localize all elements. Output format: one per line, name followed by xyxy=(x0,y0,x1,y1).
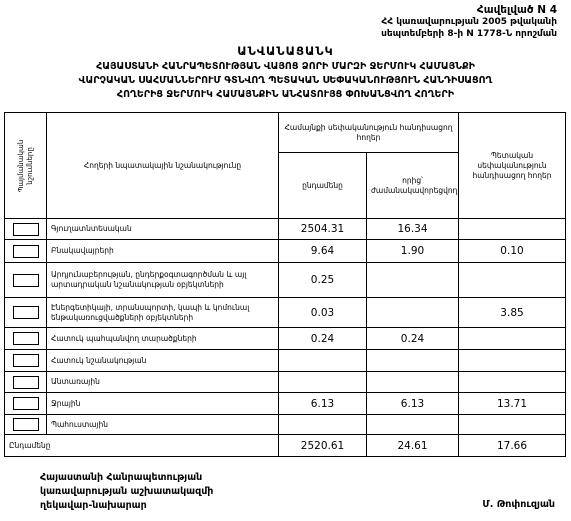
row-subset xyxy=(367,263,459,298)
row-total xyxy=(279,415,367,435)
row-total: 6.13 xyxy=(279,393,367,415)
appendix-line-3: սեպտեմբերի 8-ի N 1778-Ն որոշման xyxy=(381,29,557,39)
table-row xyxy=(5,415,566,435)
row-label: Բնակավայրերի xyxy=(47,240,279,263)
table-row xyxy=(5,372,566,393)
row-total: 0.03 xyxy=(279,298,367,328)
legend-swatch xyxy=(13,397,39,410)
row-subset: 0.24 xyxy=(367,328,459,350)
signatory-block xyxy=(40,471,213,513)
row-state: 0.10 xyxy=(459,240,566,263)
row-total xyxy=(279,350,367,372)
total-state: 17.66 xyxy=(459,435,566,457)
table-row xyxy=(5,328,566,350)
header-community-group: Համայնքի սեփականություն հանդիսացող հողեր xyxy=(279,113,459,153)
legend-swatch xyxy=(13,245,39,258)
row-subset: 16.34 xyxy=(367,219,459,240)
signatory-line-3: ղեկավար-նախարար xyxy=(40,500,147,511)
row-label: Հատուկ նշանակության xyxy=(47,350,279,372)
header-state: Պետական սեփականություն հանդիսացող հողեր xyxy=(459,113,566,219)
row-subset xyxy=(367,298,459,328)
legend-swatch xyxy=(13,332,39,345)
document-title xyxy=(0,44,571,102)
row-state: 13.71 xyxy=(459,393,566,415)
table-row xyxy=(5,298,566,328)
title-line-1: ՀԱՅԱՍՏԱՆԻ ՀԱՆՐԱՊԵՏՈՒԹՅԱՆ ՎԱՅՈՑ ՁՈՐԻ ՄԱՐԶԻ ՋԵՐՄՈՒԿ ՀԱՄԱՅՆՔԻ xyxy=(96,61,475,72)
legend-swatch xyxy=(13,376,39,389)
row-label: Հատուկ պահպանվող տարածքների xyxy=(47,328,279,350)
table-row xyxy=(5,350,566,372)
table-row xyxy=(5,219,566,240)
row-state xyxy=(459,263,566,298)
appendix-number: Հավելված N 4 xyxy=(476,4,557,16)
title-main: ԱՆՎԱՆԱՑԱՆԿ xyxy=(237,44,334,58)
legend-swatch xyxy=(13,306,39,319)
row-subset xyxy=(367,350,459,372)
legend-swatch xyxy=(13,223,39,236)
row-label: Արդյունաբերության, ընդերքօգտագործման և այլ արտադրական նշանակության օբյեկտների xyxy=(47,263,279,298)
row-total: 0.24 xyxy=(279,328,367,350)
row-state xyxy=(459,219,566,240)
row-total: 2504.31 xyxy=(279,219,367,240)
row-state xyxy=(459,415,566,435)
table-row xyxy=(5,263,566,298)
row-state xyxy=(459,328,566,350)
row-subset xyxy=(367,372,459,393)
row-state xyxy=(459,350,566,372)
header-community-total: ընդամենը xyxy=(279,153,367,219)
row-label: Ջրային xyxy=(47,393,279,415)
row-label: Անտառային xyxy=(47,372,279,393)
legend-swatch xyxy=(13,274,39,287)
row-total: 9.64 xyxy=(279,240,367,263)
table-row xyxy=(5,393,566,415)
row-total xyxy=(279,372,367,393)
title-line-2: ՎԱՐՉԱԿԱՆ ՍԱՀՄԱՆՆԵՐՈՒՄ ԳՏՆՎՈՂ ՊԵՏԱԿԱՆ ՍԵՓԱԿԱՆՈՒԹՅՈՒՆ ՀԱՆԴԻՍԱՑՈՂ xyxy=(78,75,493,86)
total-label: Ընդամենը xyxy=(5,435,279,457)
appendix-line-2: ՀՀ կառավարության 2005 թվականի xyxy=(381,17,557,27)
total-subset: 24.61 xyxy=(367,435,459,457)
row-label: Էներգետիկայի, տրանսպորտի, կապի և կոմունալ ենթակառուցվածքների օբյեկտների xyxy=(47,298,279,328)
legend-swatch xyxy=(13,418,39,431)
header-code: Պայմանական նշումները xyxy=(5,113,47,219)
signatory-line-1: Հայաստանի Հանրապետության xyxy=(40,472,203,483)
row-state: 3.85 xyxy=(459,298,566,328)
row-subset: 6.13 xyxy=(367,393,459,415)
row-subset xyxy=(367,415,459,435)
signatory-line-2: կառավարության աշխատակազմի xyxy=(40,486,214,497)
header-purpose: Հողերի նպատակային նշանակությունը xyxy=(47,113,279,219)
signatory-name: Մ. Թոփուզյան xyxy=(482,499,555,510)
row-state xyxy=(459,372,566,393)
total-community: 2520.61 xyxy=(279,435,367,457)
row-label: Գյուղատնտեսական xyxy=(47,219,279,240)
table-row xyxy=(5,240,566,263)
legend-swatch xyxy=(13,354,39,367)
total-row xyxy=(5,435,566,457)
land-table xyxy=(4,112,566,457)
title-line-3: ՀՈՂԵՐԻՑ ՋԵՐՄՈՒԿ ՀԱՄԱՅՆՔԻՆ ԱՆՀԱՏՈՒՅՑ ՓՈԽԱՆՑՎՈՂ ՀՈՂԵՐԻ xyxy=(116,89,455,100)
appendix-header xyxy=(307,4,557,40)
row-label: Պահուստային xyxy=(47,415,279,435)
row-total: 0.25 xyxy=(279,263,367,298)
row-subset: 1.90 xyxy=(367,240,459,263)
header-community-subset: որից՝ ժամանակավորեցվող xyxy=(367,153,459,219)
